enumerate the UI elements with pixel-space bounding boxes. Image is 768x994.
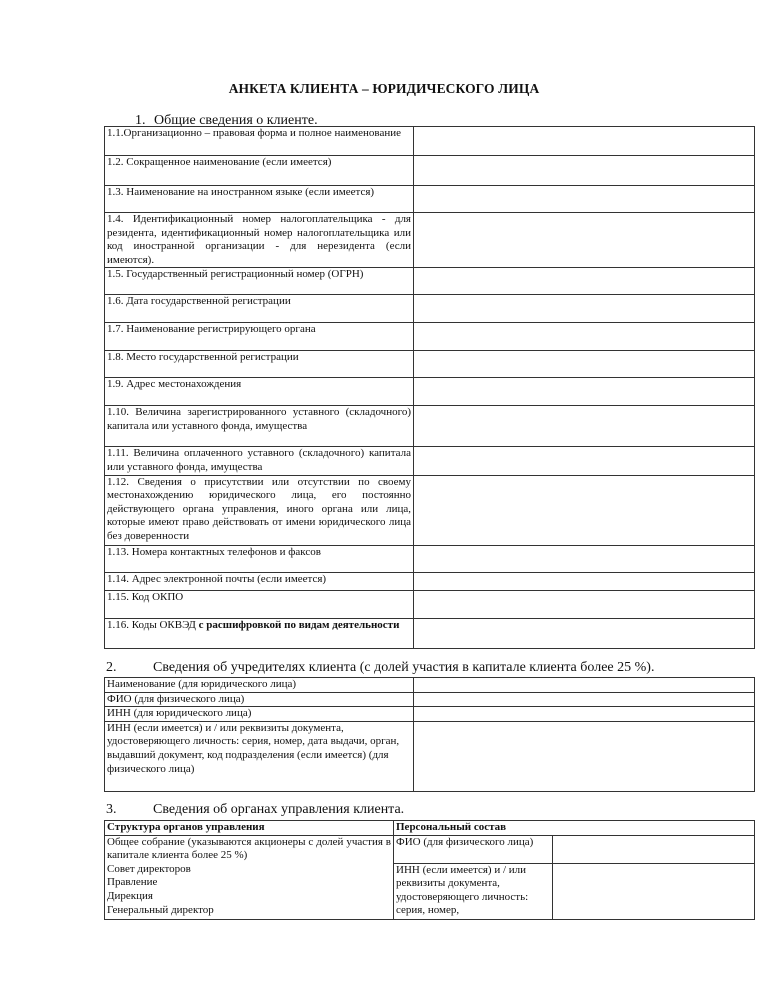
field-label: ИНН (если имеется) и / или реквизиты документа, удостоверяющего личность: серия, номер, дата выдачи, орган, выдавший документ, код подразделения (если имеется) (для физического лица): [105, 721, 414, 791]
document-title: АНКЕТА КЛИЕНТА – ЮРИДИЧЕСКОГО ЛИЦА: [228, 81, 540, 96]
management-item: Генеральный директор: [107, 903, 214, 916]
field-label: 1.5. Государственный регистрационный номер (ОГРН): [105, 268, 414, 295]
founders-table: [104, 677, 755, 792]
section-1-number: 1.: [135, 113, 146, 128]
field-value-cell[interactable]: [414, 127, 755, 156]
section-2-heading: [106, 660, 655, 676]
field-value-cell[interactable]: [414, 721, 755, 791]
field-value-cell[interactable]: [414, 447, 755, 475]
field-label: 1.9. Адрес местонахождения: [105, 378, 414, 406]
field-label: 1.13. Номера контактных телефонов и факсов: [105, 545, 414, 572]
field-label: 1.6. Дата государственной регистрации: [105, 295, 414, 323]
management-structure-list: [105, 835, 394, 919]
field-value-cell[interactable]: [414, 475, 755, 545]
field-value-cell[interactable]: [414, 545, 755, 572]
field-value-cell[interactable]: [414, 406, 755, 447]
field-value-cell[interactable]: [414, 692, 755, 707]
field-label: Наименование (для юридического лица): [105, 678, 414, 693]
field-value-cell[interactable]: [414, 268, 755, 295]
management-item: Общее собрание (указываются акционеры с долей участия в капитале клиента более 25 %): [107, 835, 391, 862]
field-value-cell[interactable]: [414, 378, 755, 406]
section-3-number: 3.: [106, 802, 117, 817]
field-value-cell[interactable]: [414, 156, 755, 186]
field-value-cell[interactable]: [414, 295, 755, 323]
field-label: 1.1.Организационно – правовая форма и полное наименование: [105, 127, 414, 156]
field-value-cell[interactable]: [414, 618, 755, 648]
person-name-label: ФИО (для физического лица): [394, 835, 553, 863]
field-value-cell[interactable]: [414, 351, 755, 378]
okved-label-plain: 1.16. Коды ОКВЭД: [107, 618, 199, 631]
field-label: 1.7. Наименование регистрирующего органа: [105, 323, 414, 351]
section-2-number: 2.: [106, 660, 117, 675]
field-value-cell[interactable]: [553, 863, 755, 919]
field-value-cell[interactable]: [414, 213, 755, 268]
management-item: Совет директоров: [107, 862, 191, 875]
section-2-title: Сведения об учредителях клиента (с долей участия в капитале клиента более 25 %).: [153, 660, 655, 675]
field-label: 1.10. Величина зарегистрированного уставного (складочного) капитала или уставного фонда, имущества: [105, 406, 414, 447]
field-label: 1.14. Адрес электронной почты (если имеется): [105, 572, 414, 590]
field-value-cell[interactable]: [414, 707, 755, 722]
field-label: 1.11. Величина оплаченного уставного (складочного) капитала или уставного фонда, имущества: [105, 447, 414, 475]
field-label: 1.4. Идентификационный номер налогоплательщика - для резидента, идентификационный номер налогоплательщика или код иностранной организации - для нерезидента (если имеются).: [105, 213, 414, 268]
personnel-header: Персональный состав: [394, 821, 755, 836]
field-label: 1.3. Наименование на иностранном языке (если имеется): [105, 186, 414, 213]
okved-label-bold: с расшифровкой по видам деятельности: [198, 618, 400, 631]
general-info-table: [104, 126, 755, 649]
field-value-cell[interactable]: [414, 590, 755, 618]
field-label: 1.12. Сведения о присутствии или отсутствии по своему местонахождению юридического лица, его постоянно действующего органа управления, иного органа или лица, которые имеют право действовать от имени юридического лица без доверенности: [105, 475, 414, 545]
person-document-label: ИНН (если имеется) и / или реквизиты документа, удостоверяющего личность: серия, номер,: [394, 863, 553, 919]
management-structure-header: Структура органов управления: [105, 821, 394, 836]
field-label: ФИО (для физического лица): [105, 692, 414, 707]
field-value-cell[interactable]: [414, 678, 755, 693]
management-table: [104, 820, 755, 920]
field-value-cell[interactable]: [414, 572, 755, 590]
field-value-cell[interactable]: [553, 835, 755, 863]
field-label: 1.8. Место государственной регистрации: [105, 351, 414, 378]
field-value-cell[interactable]: [414, 186, 755, 213]
field-label-okved: [105, 618, 414, 648]
management-item: Дирекция: [107, 889, 153, 902]
section-3-heading: [106, 802, 405, 818]
field-value-cell[interactable]: [414, 323, 755, 351]
section-3-title: Сведения об органах управления клиента.: [153, 802, 405, 817]
field-label: 1.15. Код ОКПО: [105, 590, 414, 618]
field-label: 1.2. Сокращенное наименование (если имеется): [105, 156, 414, 186]
section-1-title: Общие сведения о клиенте.: [154, 113, 318, 128]
field-label: ИНН (для юридического лица): [105, 707, 414, 722]
management-item: Правление: [107, 876, 158, 889]
